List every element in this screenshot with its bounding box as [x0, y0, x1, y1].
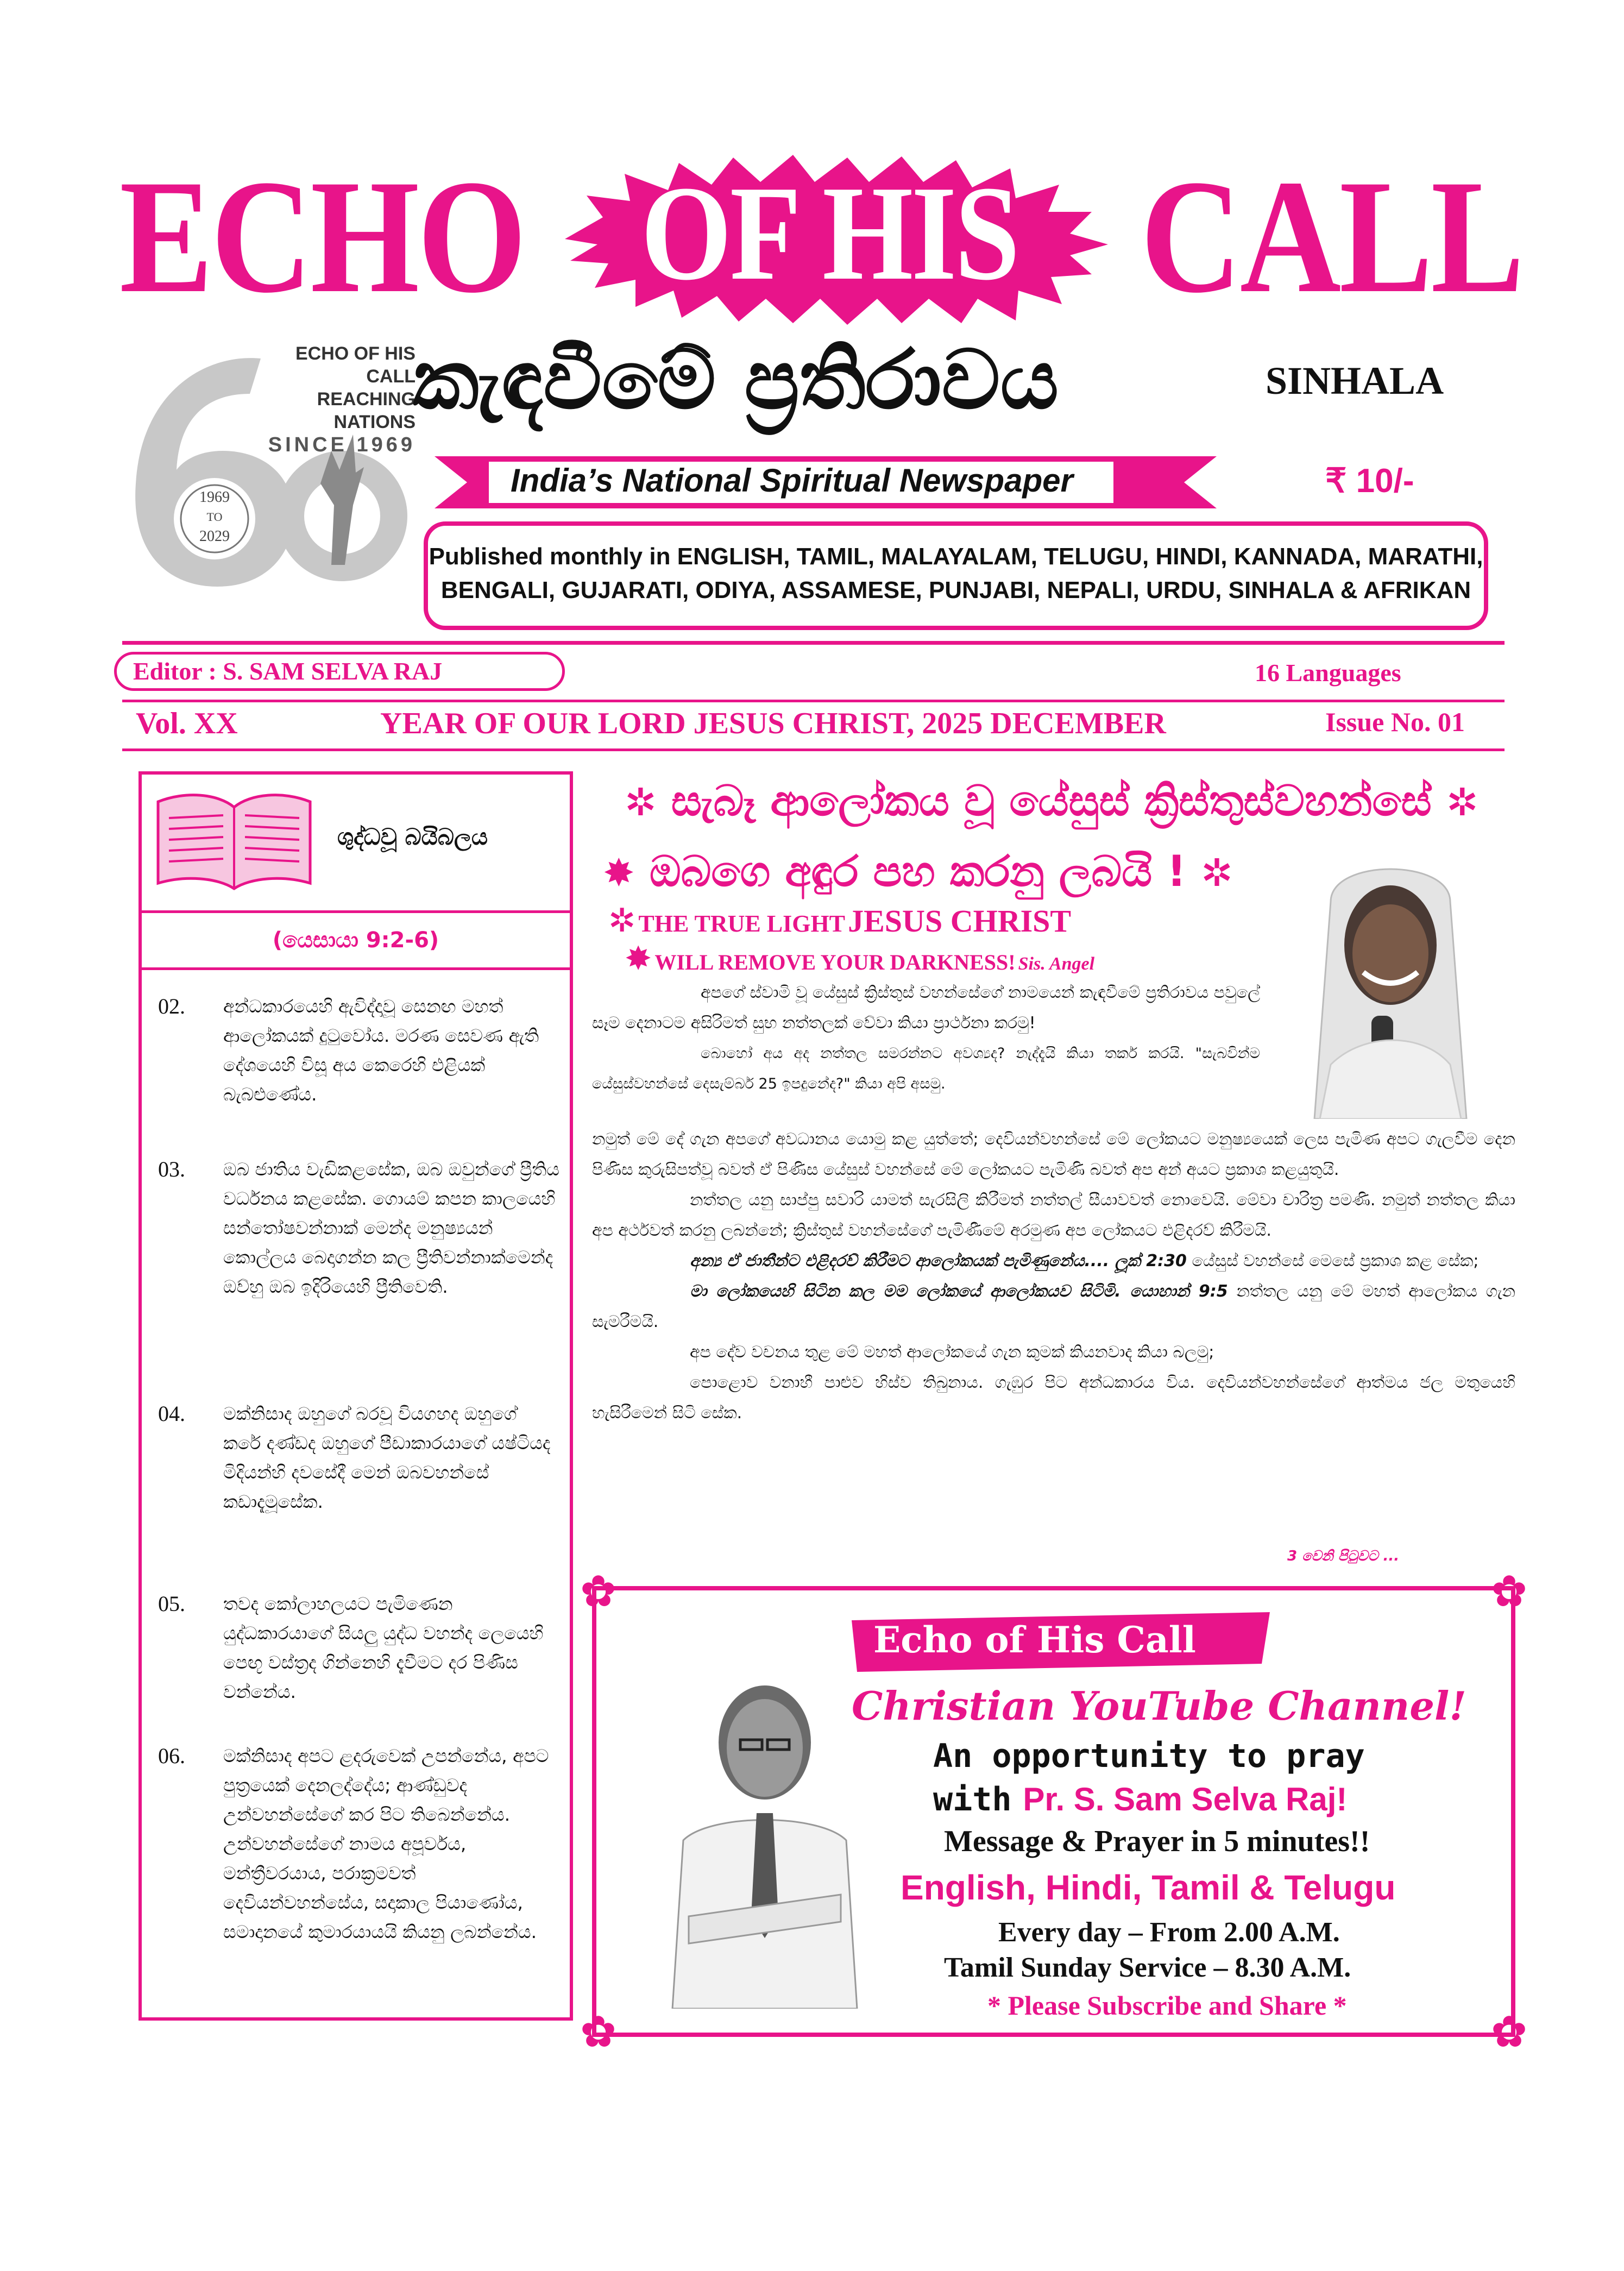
eng-part-2: JESUS CHRIST	[848, 903, 1072, 939]
verse-item	[158, 1399, 560, 1517]
editor-label: Editor : S. SAM SELVA RAJ	[114, 652, 565, 691]
ad-line-7: Please Subscribe and Share	[1008, 1990, 1327, 2021]
article-para-6: නත්තල යනු මේ මහත් ආලෝකය ගැන සැමරීමයි.	[592, 1282, 1515, 1331]
english-headline-2	[625, 940, 1276, 978]
issue-number: Issue No. 01	[1325, 707, 1465, 737]
year-line: YEAR OF OUR LORD JESUS CHRIST, 2025 DECEMBER	[380, 707, 1166, 740]
flower-icon: ✿	[1490, 2006, 1527, 2057]
english-headline	[608, 902, 1260, 940]
price: ₹ 10/-	[1325, 462, 1414, 500]
verse-text: ඔබ ජාතිය වැඩිකළසේක, ඔබ ඔවුන්ගේ ප්‍රීතිය වර්ධනය කළසේක. ගොයම් කපන කාලයෙහි සන්තෝෂවන්නාක් මෙන්ද මනුෂ්‍යයන් කොල්ලය බෙදාගන්න කල ප්‍රීතිවන්නාක්මෙන්ද ඔව්හු ඔබ ඉදිරියෙහි ප්‍රීතිවෙති.	[223, 1159, 560, 1297]
logo-line-1: ECHO OF HIS CALL	[295, 343, 416, 387]
verse-number: 05.	[158, 1591, 185, 1616]
article-para-3: නමුත් මේ දේ ගැන අපගේ අවධානය යොමු කළ යුත්තේ; දෙවියන්වහන්සේ මේ ලෝකයට මනුෂ්‍යයෙක් ලෙස පැමිණ අපට ගැලවීම දෙන පිණිස කුරුසිපත්වූ බවත් ඒ පිණිස යේසුස් වහන්සේ මේ ලෝකයට පැමිණි බවත් අප අන් අයට ප්‍රකාශ කළයුතුයි.	[592, 1130, 1515, 1179]
published-line-2: BENGALI, GUJARATI, ODIYA, ASSAMESE, PUNJABI, NEPALI, URDU, SINHALA & AFRIKAN	[440, 577, 1471, 603]
headline-line-2	[603, 842, 1233, 903]
flower-icon: ✿	[580, 1566, 617, 1616]
published-line-1: Published monthly in ENGLISH, TAMIL, MALAYALAM, TELUGU, HINDI, KANNADA, MARATHI,	[429, 543, 1483, 570]
continued-note: 3 වෙනි පිටුවට ...	[1287, 1548, 1400, 1564]
seal-year-end: 2029	[199, 528, 230, 545]
verse-text: තවද කෝලාහලයට පැමිණෙන යුද්ධකාරයාගේ සියලු යුද්ධ වහන්ද ලෙයෙහි පෙඟූ වස්ත්‍රද ගින්නෙහි දැවීමට දර පිණිස වන්නේය.	[223, 1593, 544, 1702]
eng-part-3: WILL REMOVE YOUR DARKNESS!	[654, 950, 1016, 974]
ad-line-7-wrap	[987, 1990, 1347, 2021]
verse-number: 02.	[158, 994, 185, 1018]
sparkle-icon: ✲	[1446, 780, 1478, 825]
asterisk-icon: *	[987, 1990, 1001, 2021]
ad-line-4: English, Hindi, Tamil & Telugu	[901, 1868, 1396, 1907]
bible-column	[139, 771, 573, 2021]
verse-text: මක්නිසාද ඔහුගේ බරවූ වියගහද ඔහුගේ කරේ දණ්ඩද ඔහුගේ පීඩාකාරයාගේ යෂ්ටියද මිදියන්හි දවසේදී මෙන් ඔබවහන්සේ කඩාදැමූසේක.	[223, 1403, 551, 1512]
verse-text: මක්නිසාද අපට ළදරුවෙක් උපන්නේය, අපට පුත්‍රයෙක් දෙනලද්දේය; ආණ්ඩුවද උන්වහන්සේගේ කර පිට තිබෙන්නේය. උන්වහන්සේගේ නාමය අපූර්වය, මන්ත්‍රීවරයාය, පරාක්‍රමවත් දෙවියන්වහන්සේය, සදාකාල පියාණෝය, සමාදානයේ කුමාරයායයි කියනු ලබන්නේය.	[223, 1745, 549, 1942]
seal-to: TO	[206, 510, 223, 524]
ad-banner	[852, 1612, 1270, 1672]
sparkle-icon: ✲	[1201, 851, 1233, 895]
sinhala-title: කැඳවීමේ ප්‍රතිරාවය	[413, 333, 1059, 427]
bible-reference: (යෙසායා 9:2-6)	[142, 913, 570, 970]
logo-line-3: SINCE 1969	[268, 433, 416, 456]
flower-icon: ✿	[1490, 1566, 1527, 1616]
flower-icon: ✿	[580, 2006, 617, 2057]
ad-channel: Christian YouTube Channel!	[852, 1683, 1466, 1729]
sparkle-icon: ✲	[608, 902, 636, 940]
article-para-1: අපගේ ස්වාමි වූ යේසුස් ක්‍රිස්තුස් වහන්සේගේ නාමයෙන් කැඳවීමේ ප්‍රතිරාවය පවුලේ සෑම දෙනාටම අසිරිමත් සුභ නත්තලක් වේවා කියා ප්‍රාර්ථනා කරමු!	[592, 983, 1260, 1033]
ad-line-2	[933, 1781, 1347, 1819]
tagline-text: India’s National Spiritual Newspaper	[511, 462, 1073, 499]
seal-year-start: 1969	[199, 489, 230, 506]
headline-text-1: සැබෑ ආලෝකය වූ යේසුස් ක්‍රිස්තුස්වහන්සේ	[671, 777, 1432, 826]
ad-line-5: Every day – From 2.00 A.M.	[998, 1917, 1340, 1948]
divider-bottom	[122, 748, 1505, 751]
youtube-ad-box	[580, 1566, 1527, 2057]
ad-line-1: An opportunity to pray	[933, 1737, 1365, 1775]
sparkle-icon: ✲	[625, 780, 657, 825]
ad-line-6: Tamil Sunday Service – 8.30 A.M.	[944, 1952, 1351, 1983]
article-quote-1: අන්‍ය ඒ ජාතීන්ට එළිදරව් කිරීමට ආලෝකයක් පැමිණුනේය.... ලූක් 2:30	[690, 1251, 1187, 1270]
headline-line-1	[625, 771, 1478, 832]
verse-item	[158, 1155, 560, 1301]
verse-number: 03.	[158, 1157, 185, 1181]
bible-book-icon	[153, 785, 316, 894]
ad-line-2b: Pr. S. Sam Selva Raj!	[1023, 1781, 1348, 1817]
verse-item	[158, 1589, 560, 1707]
article-body	[592, 1124, 1515, 1429]
masthead-call: CALL	[1141, 146, 1523, 326]
divider-mid	[122, 700, 1505, 702]
tagline-ribbon	[435, 456, 1217, 508]
masthead	[119, 146, 1523, 326]
article-para-4: නත්තල යනු සාප්පු සවාරි යාමත් සැරසිලි කිරීමත් නත්තල් සීයාවවත් නොවෙයි. මේවා චාරිත්‍ර පමණි. නමුත් නත්තල කියා අප අර්ථවත් කරනු ලබන්නේ; ක්‍රිස්තුස් වහන්සේගේ පැමිණීමේ අරමුණ අප ලෝකයට එළිදරව් කිරීමයි.	[592, 1191, 1515, 1240]
sparkle-icon: ✸	[625, 940, 652, 978]
ad-line-2a: with	[933, 1781, 1012, 1819]
asterisk-icon: *	[1333, 1990, 1347, 2021]
eng-part-1: THE TRUE LIGHT	[638, 910, 846, 937]
masthead-of-his: OF HIS	[641, 158, 1018, 309]
logo-line-2: REACHING NATIONS	[317, 389, 416, 432]
article-para-2: බොහෝ අය අද නත්තල සමරන්නට අවශ්‍යද? නැද්දැයි කියා තර්ක කරයි. "සැබවින්ම යේසුස්වහන්සේ දෙසැම්බර් 25 ඉපදුනේද?" කියා අපි අසමු.	[592, 1045, 1260, 1092]
language-label: SINHALA	[1266, 359, 1444, 402]
ad-banner-text: Echo of His Call	[873, 1619, 1196, 1661]
bible-header	[142, 775, 570, 913]
article-body-top	[592, 978, 1260, 1099]
divider-top	[122, 641, 1505, 645]
ad-line-3: Message & Prayer in 5 minutes!!	[944, 1825, 1370, 1858]
verse-number: 06.	[158, 1744, 185, 1768]
verse-number: 04.	[158, 1401, 185, 1426]
author-name: Sis. Angel	[1018, 954, 1095, 974]
languages-count: 16 Languages	[1255, 659, 1401, 687]
published-languages-box	[424, 521, 1488, 630]
anniversary-logo	[125, 342, 418, 592]
article-quote-2: මා ලෝකයෙහි සිටින කල මම ලෝකයේ ආලෝකයව සිටිමි. යොහාන් 9:5	[690, 1282, 1228, 1301]
verse-item	[158, 992, 560, 1109]
verse-item	[158, 1741, 560, 1947]
sparkle-icon: ✸	[603, 851, 635, 895]
article-para-7: අප දේව වචනය තුළ මේ මහත් ආලෝකයේ ගැන කුමක් කියනවාද කියා බලමු;	[690, 1343, 1214, 1362]
article-para-5: යේසුස් වහන්සේ මෙසේ ප්‍රකාශ කළ සේක;	[1192, 1251, 1479, 1270]
author-photo	[1266, 836, 1515, 1119]
volume: Vol. XX	[136, 707, 238, 740]
verse-text: අන්ධකාරයෙහි ඇවිද්දාවූ සෙනඟ මහත් ආලෝකයක් දුටුවෝය. මරණ සෙවණ ඇති දේශයෙහි විසූ අය කෙරෙහි එළියක් බැබළුණේය.	[223, 996, 539, 1105]
bible-title: ශුද්ධවූ බයිබලය	[337, 823, 488, 850]
masthead-echo: ECHO	[119, 146, 525, 326]
article-para-8: පොළොව වනාහී පාළුව හිස්ව තිබුනාය. ගැඹුර පිට අන්ධකාරය විය. දෙවියන්වහන්සේගේ ආත්මය ජල මතුයෙහි හැසිරීමෙන් සිටි සේක.	[592, 1373, 1515, 1423]
headline-text-2: ඔබගෙ අඳුර පහ කරනු ලබයි !	[649, 847, 1186, 896]
